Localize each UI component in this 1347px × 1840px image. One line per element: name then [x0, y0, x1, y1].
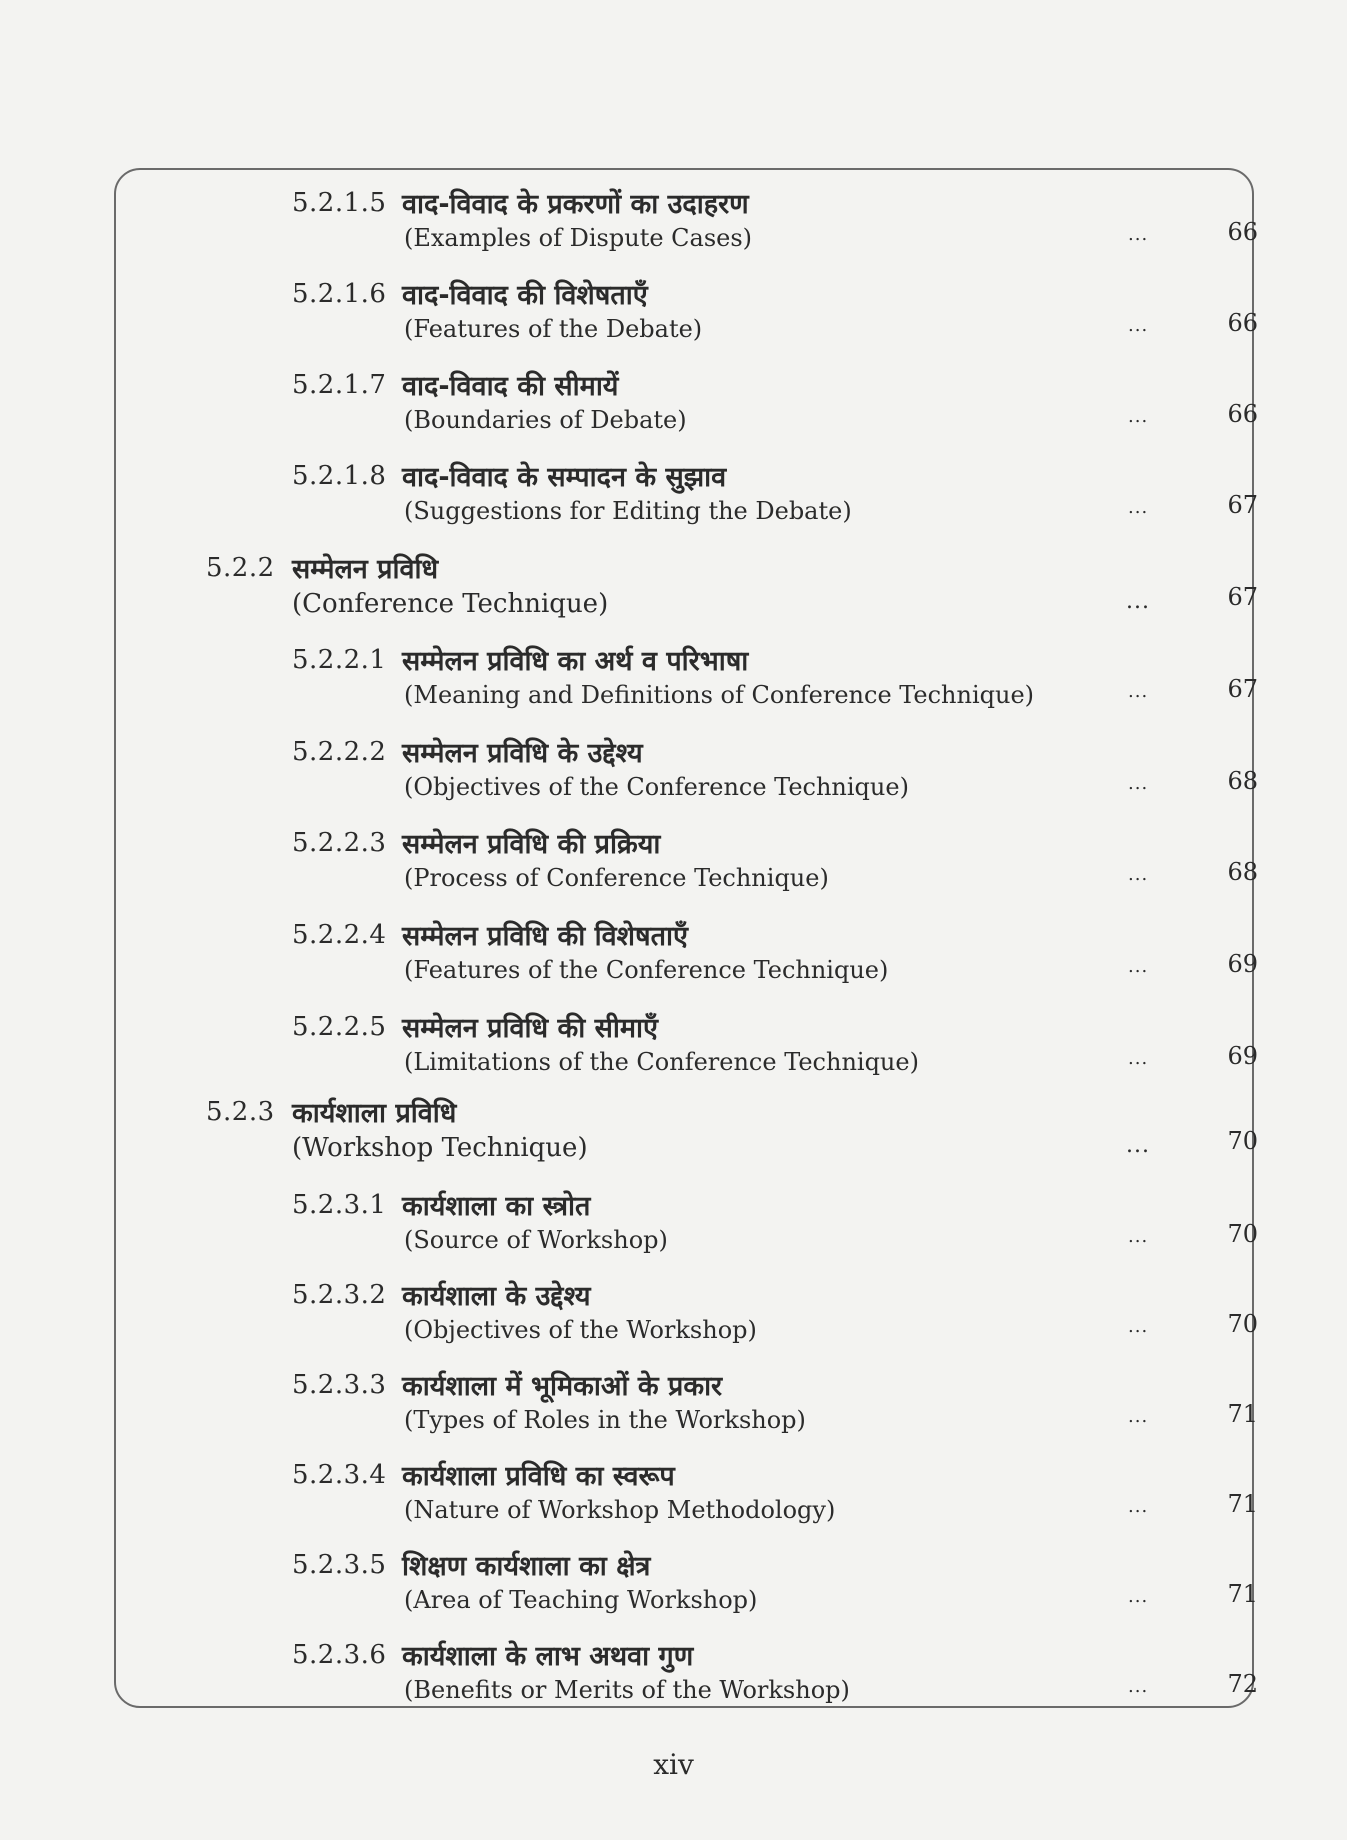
toc-entry-english-title: (Suggestions for Editing the Debate)	[404, 497, 852, 525]
toc-entry-leader-dots: ...	[1128, 406, 1149, 427]
toc-entry-number: 5.2.1.8	[292, 461, 387, 491]
toc-section-leader-dots: ...	[1126, 1133, 1150, 1158]
toc-entry-5-2-3-2	[0, 1280, 1347, 1360]
toc-entry-number: 5.2.3.5	[292, 1550, 387, 1580]
toc-entry-leader-dots: ...	[1128, 1406, 1149, 1427]
toc-entry-number: 5.2.2.1	[292, 645, 387, 675]
toc-section-page-number: 67	[1227, 583, 1258, 611]
toc-entry-hindi-title: कार्यशाला प्रविधि का स्वरूप	[402, 1461, 675, 1492]
toc-entry-hindi-title: कार्यशाला का स्त्रोत	[402, 1191, 591, 1222]
toc-entry-english-title: (Source of Workshop)	[404, 1226, 668, 1254]
toc-entry-number: 5.2.1.6	[292, 279, 387, 309]
toc-entry-english-title: (Limitations of the Conference Technique)	[404, 1048, 919, 1076]
toc-entry-page-number: 67	[1227, 491, 1258, 519]
toc-entry-number: 5.2.2.4	[292, 920, 387, 950]
toc-entry-leader-dots: ...	[1128, 315, 1149, 336]
toc-entry-number: 5.2.3.4	[292, 1460, 387, 1490]
toc-entry-leader-dots: ...	[1128, 773, 1149, 794]
toc-entry-page-number: 71	[1227, 1400, 1258, 1428]
toc-entry-page-number: 71	[1227, 1490, 1258, 1518]
toc-entry-leader-dots: ...	[1128, 1586, 1149, 1607]
toc-entry-5-2-2-1	[0, 645, 1347, 725]
toc-entry-page-number: 66	[1227, 400, 1258, 428]
toc-entry-number: 5.2.2.5	[292, 1012, 387, 1042]
toc-entry-page-number: 69	[1227, 1042, 1258, 1070]
toc-entry-english-title: (Objectives of the Conference Technique)	[404, 773, 909, 801]
footer-page-number: xiv	[653, 1748, 694, 1781]
toc-entry-number: 5.2.3.1	[292, 1190, 387, 1220]
toc-section-hindi-title: कार्यशाला प्रविधि	[292, 1098, 457, 1129]
toc-entry-english-title: (Meaning and Definitions of Conference Technique)	[404, 681, 1035, 709]
toc-entry-hindi-title: वाद-विवाद की सीमायें	[402, 371, 619, 402]
toc-entry-english-title: (Objectives of the Workshop)	[404, 1316, 757, 1344]
toc-entry-english-title: (Features of the Conference Technique)	[404, 956, 889, 984]
toc-entry-hindi-title: कार्यशाला के लाभ अथवा गुण	[402, 1641, 694, 1672]
toc-entry-leader-dots: ...	[1128, 681, 1149, 702]
toc-entry-page-number: 70	[1227, 1310, 1258, 1338]
toc-entry-english-title: (Benefits or Merits of the Workshop)	[404, 1676, 850, 1704]
toc-entry-leader-dots: ...	[1128, 497, 1149, 518]
toc-entry-hindi-title: सम्मेलन प्रविधि की विशेषताएँ	[402, 921, 688, 952]
toc-entry-5-2-2-4	[0, 920, 1347, 1000]
toc-entry-page-number: 68	[1227, 858, 1258, 886]
toc-entry-number: 5.2.3.3	[292, 1370, 387, 1400]
toc-entry-page-number: 71	[1227, 1580, 1258, 1608]
toc-section-page-number: 70	[1227, 1127, 1258, 1155]
toc-entry-5-2-1-5	[0, 188, 1347, 268]
toc-entry-english-title: (Types of Roles in the Workshop)	[404, 1406, 806, 1434]
toc-section-number: 5.2.3	[206, 1097, 275, 1127]
toc-entry-leader-dots: ...	[1128, 956, 1149, 977]
toc-entry-leader-dots: ...	[1128, 1496, 1149, 1517]
toc-section-hindi-title: सम्मेलन प्रविधि	[292, 554, 439, 585]
toc-entry-leader-dots: ...	[1128, 864, 1149, 885]
toc-entry-page-number: 70	[1227, 1220, 1258, 1248]
toc-entry-5-2-1-8	[0, 461, 1347, 541]
toc-entry-hindi-title: वाद-विवाद के प्रकरणों का उदाहरण	[402, 189, 749, 220]
toc-entry-5-2-2-2	[0, 737, 1347, 817]
toc-entry-page-number: 67	[1227, 675, 1258, 703]
toc-section-5-2-3	[0, 1097, 1347, 1177]
toc-entry-hindi-title: वाद-विवाद के सम्पादन के सुझाव	[402, 462, 727, 493]
toc-entry-english-title: (Boundaries of Debate)	[404, 406, 687, 434]
toc-entry-english-title: (Features of the Debate)	[404, 315, 703, 343]
toc-entry-hindi-title: कार्यशाला के उद्देश्य	[402, 1281, 591, 1312]
toc-entry-hindi-title: सम्मेलन प्रविधि की सीमाएँ	[402, 1013, 658, 1044]
toc-entry-leader-dots: ...	[1128, 1316, 1149, 1337]
toc-entry-page-number: 68	[1227, 767, 1258, 795]
toc-entry-hindi-title: सम्मेलन प्रविधि का अर्थ व परिभाषा	[402, 646, 749, 677]
toc-entry-number: 5.2.1.7	[292, 370, 387, 400]
toc-entry-english-title: (Area of Teaching Workshop)	[404, 1586, 758, 1614]
toc-entry-page-number: 66	[1227, 218, 1258, 246]
toc-entry-5-2-2-3	[0, 828, 1347, 908]
toc-entry-hindi-title: कार्यशाला में भूमिकाओं के प्रकार	[402, 1371, 723, 1402]
toc-entry-number: 5.2.2.2	[292, 737, 387, 767]
toc-entry-hindi-title: सम्मेलन प्रविधि के उद्देश्य	[402, 738, 643, 769]
toc-entry-5-2-3-5	[0, 1550, 1347, 1630]
toc-entry-english-title: (Process of Conference Technique)	[404, 864, 829, 892]
toc-entry-english-title: (Examples of Dispute Cases)	[404, 224, 753, 252]
toc-entry-page-number: 66	[1227, 309, 1258, 337]
toc-entry-hindi-title: शिक्षण कार्यशाला का क्षेत्र	[402, 1551, 651, 1582]
toc-entry-number: 5.2.2.3	[292, 828, 387, 858]
toc-section-leader-dots: ...	[1126, 589, 1150, 614]
toc-entry-5-2-1-7	[0, 370, 1347, 450]
toc-section-english-title: (Workshop Technique)	[292, 1133, 588, 1163]
toc-entry-number: 5.2.3.2	[292, 1280, 387, 1310]
toc-entry-number: 5.2.3.6	[292, 1640, 387, 1670]
toc-entry-5-2-3-6	[0, 1640, 1347, 1720]
toc-entry-page-number: 69	[1227, 950, 1258, 978]
toc-entry-hindi-title: सम्मेलन प्रविधि की प्रक्रिया	[402, 829, 661, 860]
toc-entry-5-2-3-4	[0, 1460, 1347, 1540]
toc-entry-leader-dots: ...	[1128, 224, 1149, 245]
toc-entry-number: 5.2.1.5	[292, 188, 387, 218]
toc-entry-hindi-title: वाद-विवाद की विशेषताएँ	[402, 280, 648, 311]
toc-entry-5-2-2-5	[0, 1012, 1347, 1092]
toc-entry-english-title: (Nature of Workshop Methodology)	[404, 1496, 836, 1524]
toc-entry-page-number: 72	[1227, 1670, 1258, 1698]
toc-section-5-2-2	[0, 553, 1347, 633]
toc-entry-leader-dots: ...	[1128, 1048, 1149, 1069]
toc-entry-5-2-3-3	[0, 1370, 1347, 1450]
toc-entry-5-2-1-6	[0, 279, 1347, 359]
toc-entry-leader-dots: ...	[1128, 1676, 1149, 1697]
toc-entry-5-2-3-1	[0, 1190, 1347, 1270]
toc-section-number: 5.2.2	[206, 553, 275, 583]
toc-section-english-title: (Conference Technique)	[292, 589, 609, 619]
toc-entry-leader-dots: ...	[1128, 1226, 1149, 1247]
